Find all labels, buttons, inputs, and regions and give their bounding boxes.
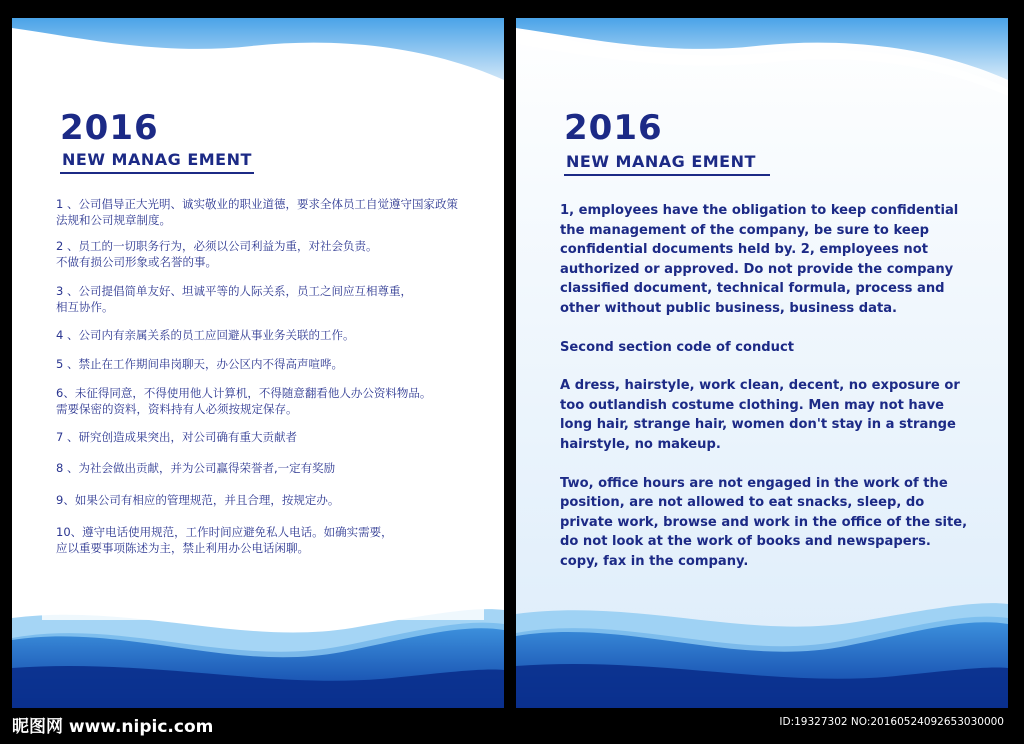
year-heading: 2016 <box>564 108 663 148</box>
list-item: 1 、公司倡导正大光明、诚实敬业的职业道德，要求全体员工自觉遵守国家政策 法规和公司规章制度。 <box>56 197 458 227</box>
site-watermark-logo: 昵图网 www.nipic.com <box>12 717 214 737</box>
list-item: 6、未征得同意，不得使用他人计算机，不得随意翻看他人办公资料物品。 需要保密的资料，资料持有人必须按规定保存。 <box>56 386 432 416</box>
paragraph: Two, office hours are not engaged in the work of the position, are not allowed to eat snacks, sleep, do private work, browse and work in the office of the site, do not look at the work of books and newspapers. copy, fax in the company. <box>560 475 968 569</box>
chinese-rules-poster <box>12 18 504 708</box>
subtitle-underline <box>564 174 770 176</box>
list-item: 7 、研究创造成果突出，对公司确有重大贡献者 <box>56 430 297 444</box>
english-rules-poster <box>516 18 1008 708</box>
list-item: 4 、公司内有亲属关系的员工应回避从事业务关联的工作。 <box>56 328 355 342</box>
list-item: 3 、公司提倡简单友好、坦诚平等的人际关系，员工之间应互相尊重， 相互协作。 <box>56 284 412 314</box>
list-item: 10、遵守电话使用规范，工作时间应避免私人电话。如确实需要， 应以重要事项陈述为主，禁止利用办公电话闲聊。 <box>56 525 393 555</box>
list-item: 9、如果公司有相应的管理规范，并且合理，按规定办。 <box>56 493 340 507</box>
section-heading: Second section code of conduct <box>560 339 794 355</box>
list-item: 5 、禁止在工作期间串岗聊天，办公区内不得高声喧哗。 <box>56 357 343 371</box>
section-subtitle: NEW MANAG EMENT <box>62 150 252 169</box>
year-heading: 2016 <box>60 108 159 148</box>
paragraph: A dress, hairstyle, work clean, decent, no exposure or too outlandish costume clothing. Men may not have long hair, strange hair, women don't stay in a strange hairstyle, no makeup. <box>560 378 960 452</box>
subtitle-underline <box>60 172 254 174</box>
list-item: 2 、员工的一切职务行为，必须以公司利益为重，对社会负责。 不做有损公司形象或名誉的事。 <box>56 239 378 269</box>
image-id-watermark: ID:19327302 NO:20160524092653030000 <box>779 716 1004 728</box>
rules-list <box>56 196 476 556</box>
rules-body <box>560 201 990 572</box>
list-item: 8 、为社会做出贡献，并为公司赢得荣誉者,一定有奖励 <box>56 461 336 475</box>
section-subtitle: NEW MANAG EMENT <box>566 152 756 171</box>
paragraph: 1, employees have the obligation to keep confidential the management of the company, be sure to keep confidential documents held by. 2, employees not authorized or approved. Do not provide the company classified document, technical formula, process and other without public business, business data. <box>560 203 959 316</box>
